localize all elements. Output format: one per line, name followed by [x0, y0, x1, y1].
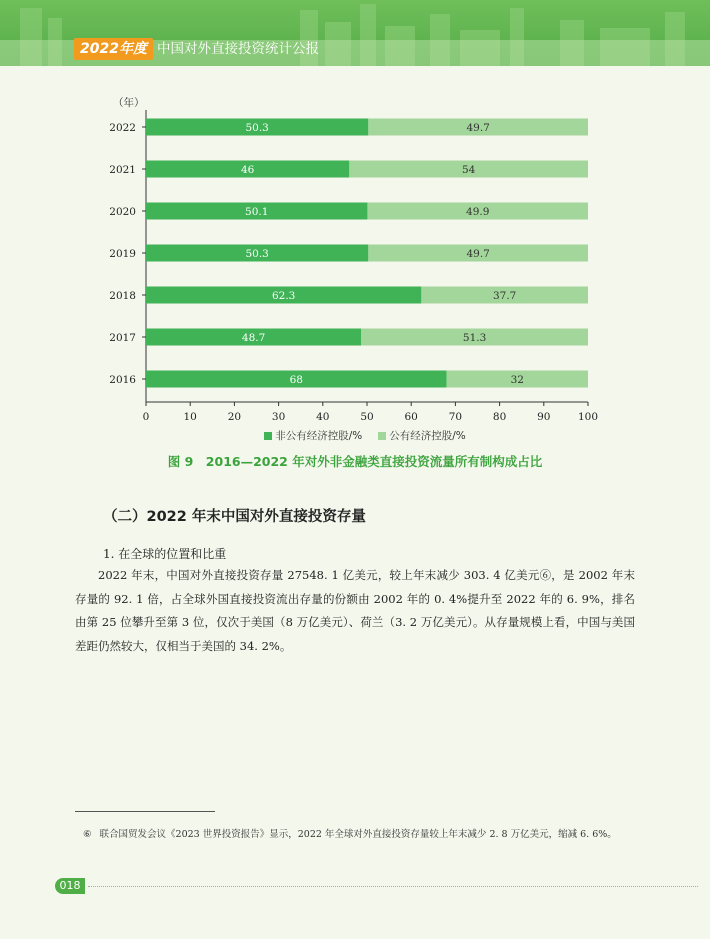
y-tick-label: 2019 — [109, 248, 136, 260]
data-label: 37.7 — [492, 290, 517, 302]
y-axis-unit-label: （年） — [113, 97, 145, 109]
x-tick-label: 90 — [537, 411, 551, 423]
x-tick-label: 80 — [492, 411, 507, 423]
x-tick-label: 60 — [404, 411, 418, 423]
legend-label: 非公有经济控股/% — [275, 430, 363, 442]
page-number: 018 — [55, 878, 85, 894]
body-paragraph: 2022 年末，中国对外直接投资存量 27548. 1 亿美元，较上年末减少 303. 4 亿美元⑥，是 2002 年末存量的 92. 1 倍，占全球外国直接投资流出存量的份额由 2002 年的 0. 4%提升至 2022 年的 6. 9%，排名由第 25 位攀升至第 3 位，仅次于美国（8 万亿美元）、荷兰（3. 2 万亿美元）。从存量规模上看，中国与美国差距仍然较大，仅相当于美国的 34. 2%。 — [75, 568, 635, 653]
figure-caption: 图 9 2016—2022 年对外非金融类直接投资流量所有制构成占比 — [167, 454, 543, 469]
x-tick-label: 20 — [227, 411, 242, 423]
data-label: 49.7 — [466, 122, 490, 134]
x-tick-label: 70 — [448, 411, 463, 423]
header-title: 中国对外直接投资统计公报 — [157, 41, 319, 57]
data-label: 50.3 — [245, 248, 269, 260]
footnote — [75, 826, 645, 843]
x-tick-label: 10 — [183, 411, 197, 423]
y-tick-label: 2016 — [109, 374, 136, 386]
x-tick-label: 0 — [142, 411, 150, 423]
chart-legend — [0, 428, 710, 443]
data-label: 49.7 — [466, 248, 490, 260]
subheading: 1. 在全球的位置和比重 — [103, 547, 227, 561]
data-label: 48.7 — [241, 332, 266, 344]
x-tick-label: 40 — [316, 411, 330, 423]
y-tick-label: 2020 — [109, 206, 136, 218]
data-label: 50.3 — [245, 122, 269, 134]
body-text — [75, 564, 635, 658]
y-tick-label: 2022 — [109, 122, 136, 134]
data-label: 32 — [510, 374, 524, 386]
legend-swatch — [378, 432, 386, 440]
y-tick-label: 2021 — [109, 164, 136, 176]
legend-label: 公有经济控股/% — [389, 430, 466, 442]
data-label: 50.1 — [245, 206, 269, 218]
footnote-divider — [75, 811, 215, 812]
data-label: 68 — [289, 374, 303, 386]
page-header — [0, 0, 710, 66]
footnote-mark: ⑥ — [83, 829, 92, 840]
data-label: 49.9 — [466, 206, 490, 218]
section-heading: （二）2022 年末中国对外直接投资存量 — [103, 509, 366, 525]
legend-item-non-public — [264, 428, 362, 443]
page-footer-rule — [88, 886, 698, 887]
y-tick-label: 2018 — [109, 290, 136, 302]
data-label: 62.3 — [271, 290, 296, 302]
footnote-text: 联合国贸发会议《2023 世界投资报告》显示，2022 年全球对外直接投资存量较上年末减少 2. 8 万亿美元，缩减 6. 6%。 — [99, 829, 617, 840]
chart-svg — [0, 90, 710, 430]
legend-swatch — [264, 432, 272, 440]
legend-item-public — [378, 428, 466, 443]
x-tick-label: 100 — [577, 411, 599, 423]
ownership-bar-chart — [0, 90, 710, 450]
x-tick-label: 30 — [271, 411, 286, 423]
data-label: 46 — [240, 164, 255, 176]
data-label: 54 — [461, 164, 476, 176]
y-tick-label: 2017 — [109, 332, 136, 344]
year-badge: 2022年度 — [74, 38, 153, 60]
data-label: 51.3 — [462, 332, 487, 344]
x-tick-label: 50 — [360, 411, 374, 423]
